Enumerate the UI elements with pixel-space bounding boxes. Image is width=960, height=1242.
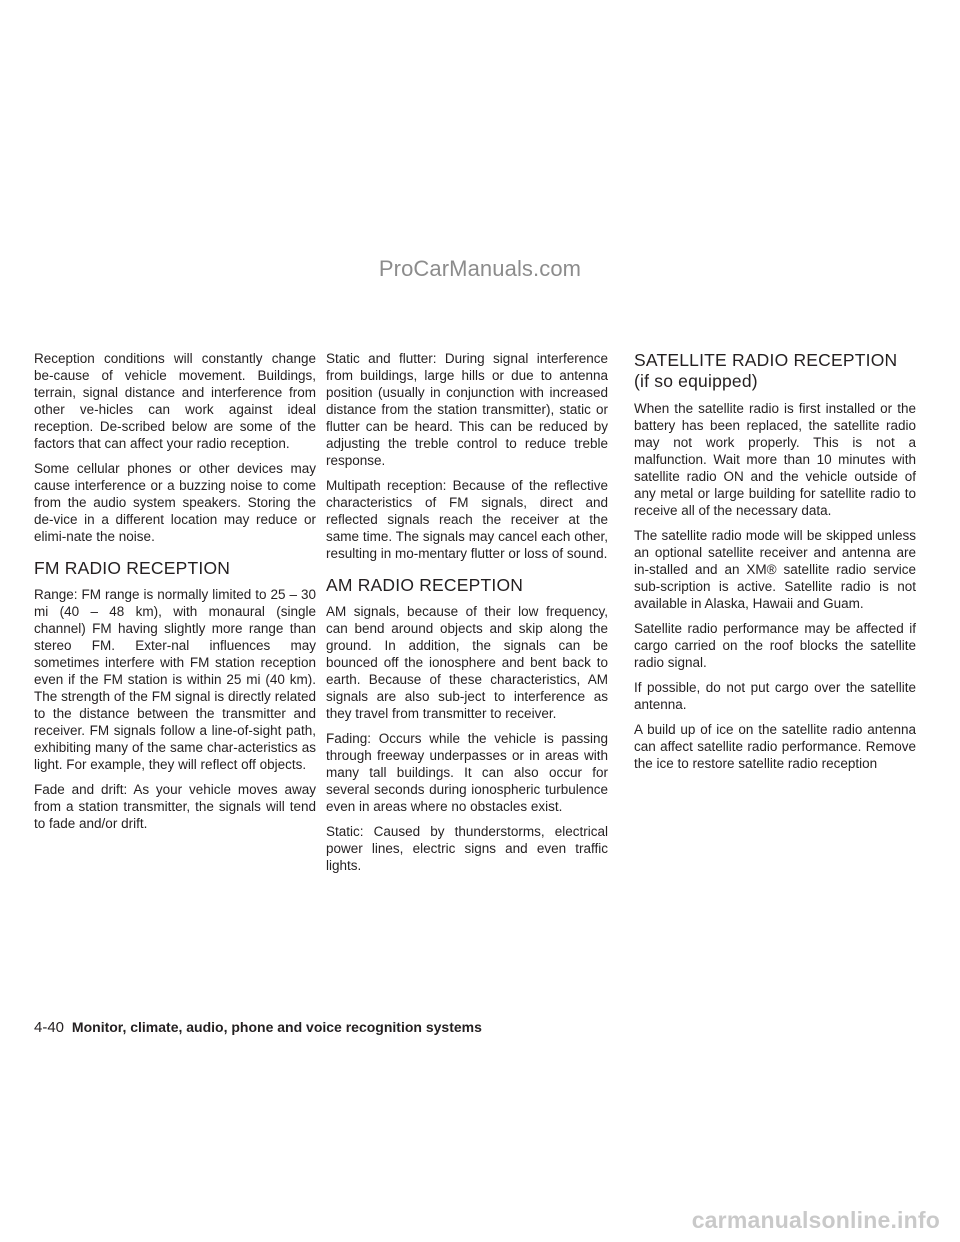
paragraph-satellite-first-install: When the satellite radio is first installed or the battery has been replaced, the satellite radio may not work properly. This is not a malfunction. Wait more than 10 minutes with satellite radio ON and the vehicle outside of any metal or large building for satellite radio to receive all of the necessary data. [634, 401, 916, 518]
paragraph-fm-range: Range: FM range is normally limited to 25 – 30 mi (40 – 48 km), with monaural (single channel) FM having slightly more range than stereo FM. Exter-nal influences may sometimes interfere with FM station reception even if the FM station is within 25 mi (40 km). The strength of the FM signal is directly related to the distance between the transmitter and receiver. FM signals follow a line-of-sight path, exhibiting many of the same char-acteristics as light. For example, they will reflect off objects. [34, 587, 316, 772]
paragraph-reception-intro: Reception conditions will constantly change be-cause of vehicle movement. Buildings, terrain, signal distance and interference from other ve-hicles can work against ideal reception. De-scribed below are some of the factors that can affect your radio reception. [34, 351, 316, 451]
heading-satellite-radio-reception: SATELLITE RADIO RECEPTION (if so equipped) [634, 350, 898, 391]
column-right [634, 350, 916, 780]
watermark-top: ProCarManuals.com [378, 256, 582, 281]
heading-am-radio-reception: AM RADIO RECEPTION [326, 575, 524, 595]
chapter-title: Monitor, climate, audio, phone and voice recognition systems [71, 1019, 482, 1035]
paragraph-cargo-antenna: If possible, do not put cargo over the satellite antenna. [634, 680, 916, 712]
paragraph-cellular-interference: Some cellular phones or other devices may cause interference or a buzzing noise to come from the audio system speakers. Storing the de-vice in a different location may reduce or elimi-nate the noise. [34, 461, 316, 544]
paragraph-static-flutter: Static and flutter: During signal interference from buildings, large hills or due to antenna position (usually in conjunction with increased distance from the station transmitter), static or flutter can be heard. This can be reduced by adjusting the treble control to reduce treble response. [326, 351, 608, 468]
page-number: 4-40 [34, 1019, 65, 1036]
paragraph-ice-buildup: A build up of ice on the satellite radio antenna can affect satellite radio performance. Remove the ice to restore satellite radio reception [634, 722, 916, 771]
paragraph-fade-drift: Fade and drift: As your vehicle moves away from a station transmitter, the signals will tend to fade and/or drift. [34, 782, 316, 831]
paragraph-static: Static: Caused by thunderstorms, electrical power lines, electric signs and even traffic lights. [326, 824, 608, 873]
paragraph-am-signals: AM signals, because of their low frequency, can bend around objects and skip along the ground. In addition, the signals can be bounced off the ionosphere and bent back to earth. Because of these characteristics, AM signals are also sub-ject to interference as they travel from transmitter to receiver. [326, 604, 608, 721]
column-middle [326, 350, 608, 882]
page-footer [34, 1019, 482, 1036]
paragraph-satellite-performance: Satellite radio performance may be affected if cargo carried on the roof blocks the satellite radio signal. [634, 621, 916, 670]
paragraph-multipath: Multipath reception: Because of the reflective characteristics of FM signals, direct and reflected signals reach the receiver at the same time. The signals may cancel each other, resulting in mo-mentary flutter or loss of sound. [326, 478, 608, 561]
column-left [34, 350, 316, 840]
paragraph-satellite-mode-skipped: The satellite radio mode will be skipped unless an optional satellite receiver and antenna are in-stalled and an XM® satellite radio service sub-scription is active. Satellite radio is not available in Alaska, Hawaii and Guam. [634, 528, 916, 611]
heading-fm-radio-reception: FM RADIO RECEPTION [34, 558, 231, 578]
paragraph-fading: Fading: Occurs while the vehicle is passing through freeway underpasses or in areas with many tall buildings. It can also occur for several seconds during ionospheric turbulence even in areas where no obstacles exist. [326, 731, 608, 814]
watermark-bottom: carmanualsonline.info [691, 1207, 940, 1233]
